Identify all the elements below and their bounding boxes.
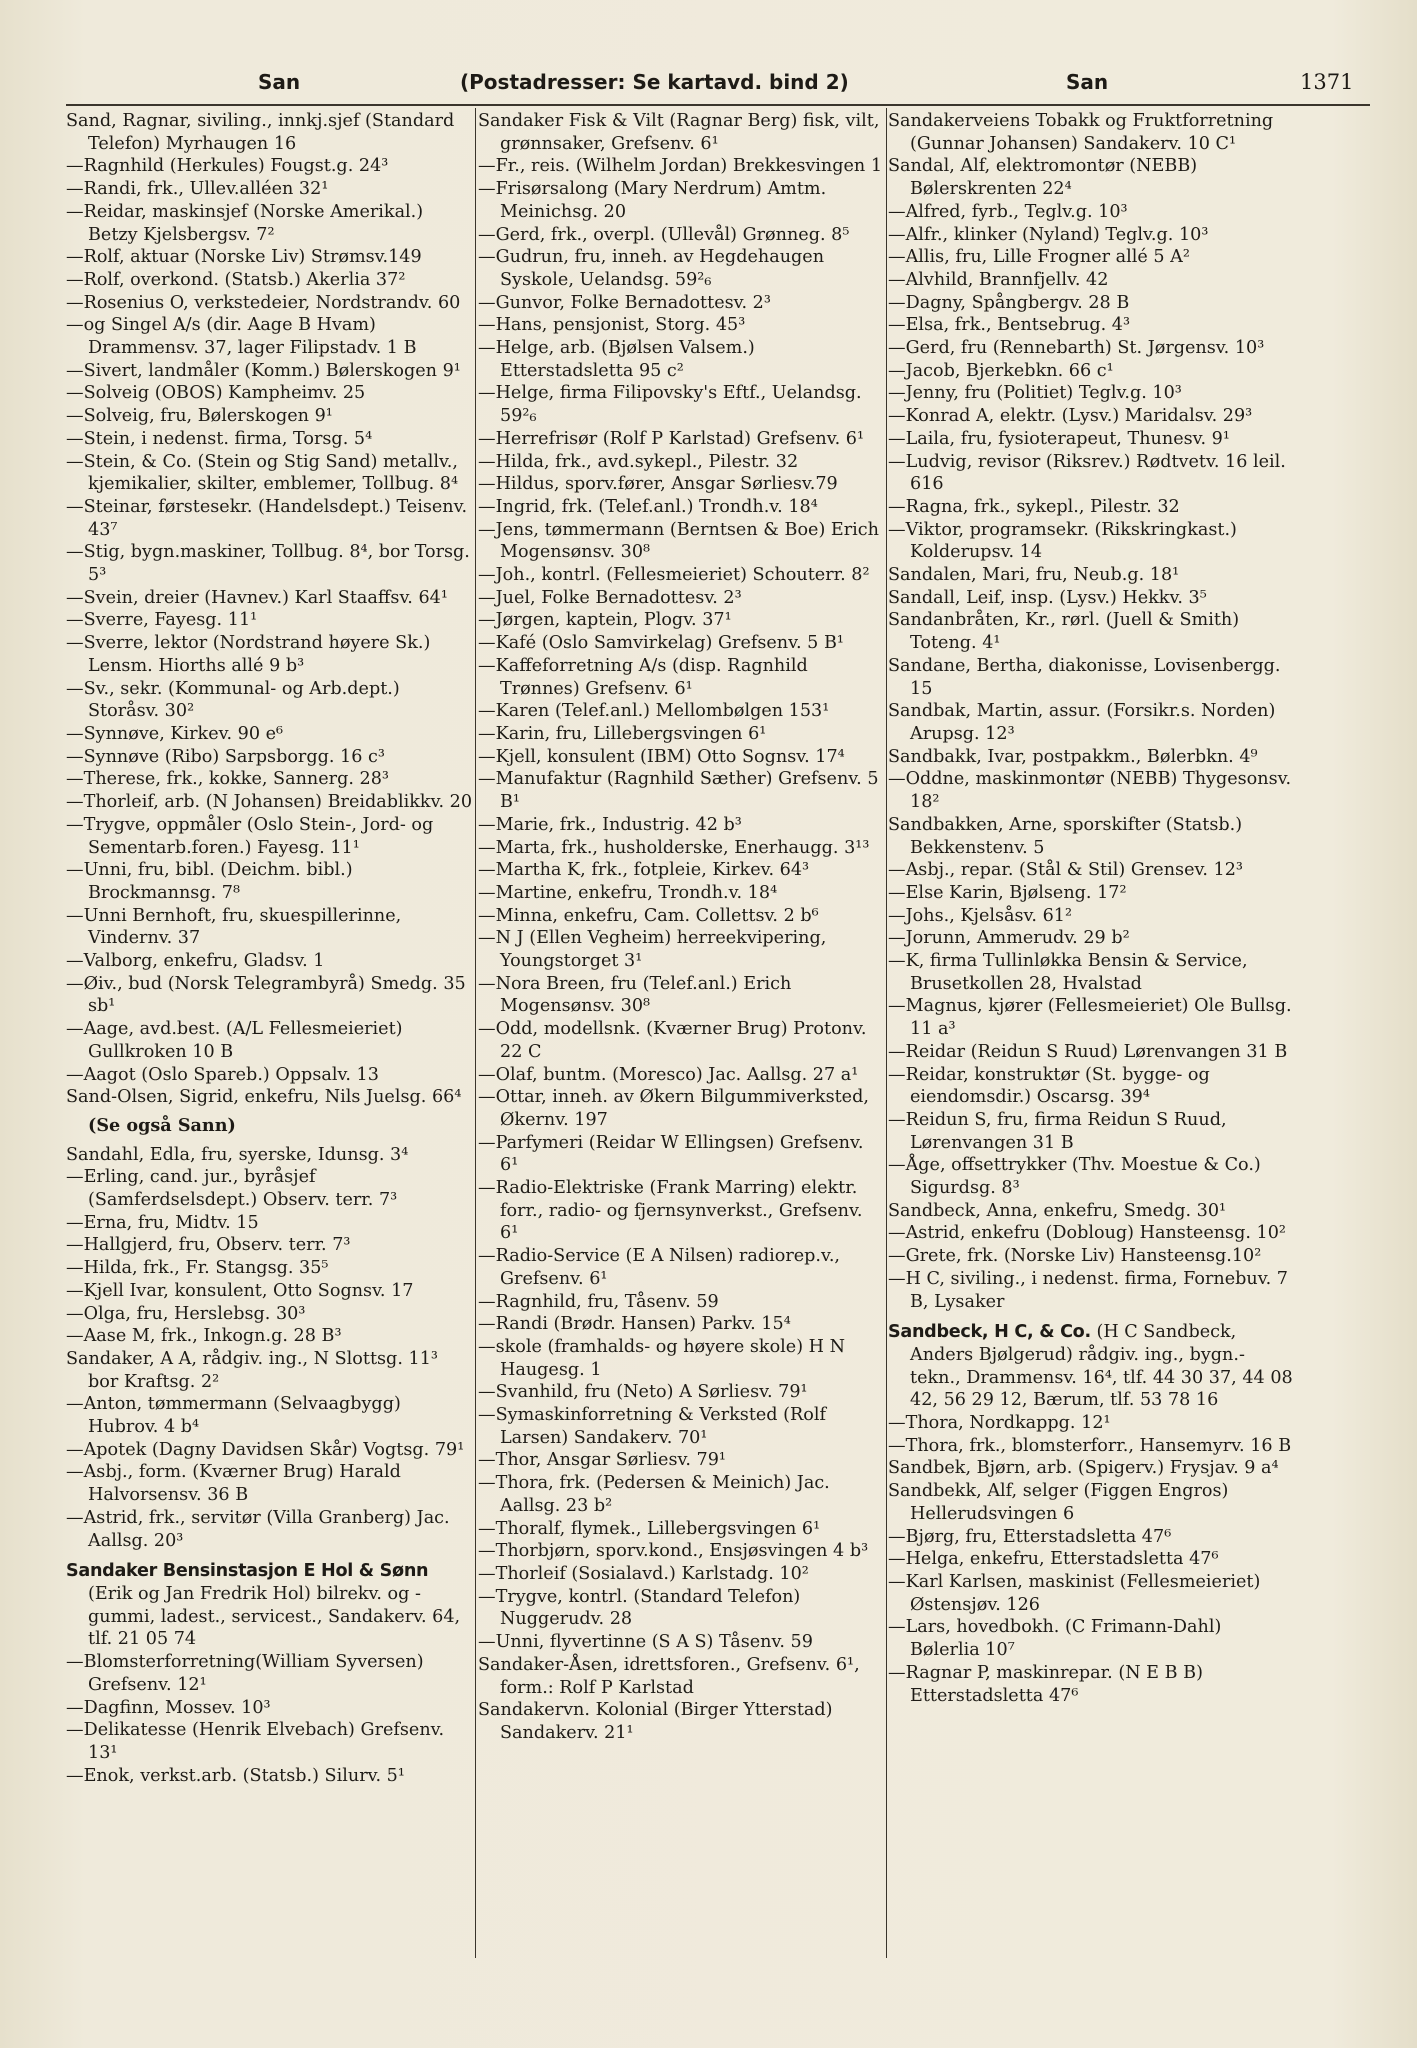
directory-entry [888, 1321, 1299, 1412]
directory-entry: —Reidar, maskinsjef (Norske Amerikal.) Betzy Kjelsbergsv. 7² [66, 201, 429, 245]
directory-entry: —Magnus, kjører (Fellesmeieriet) Ole Bullsg. 11 a³ [888, 996, 1298, 1040]
page-number: 1371 [1300, 70, 1354, 94]
directory-entry: —Jenny, fru (Politiet) Teglv.g. 10³ [888, 383, 1182, 404]
directory-entry: —Hans, pensjonist, Storg. 45³ [478, 315, 746, 336]
directory-entry: —Rosenius O, verkstedeier, Nordstrandv. 60 [66, 292, 461, 313]
directory-entry: —Sverre, lektor (Nordstrand høyere Sk.) Lensm. Hiorths allé 9 b³ [66, 633, 436, 676]
directory-entry [66, 1560, 472, 1651]
directory-entry: —Thora, frk., blomsterforr., Hansemyrv. 16 B [888, 1435, 1292, 1456]
directory-entry: —Grete, frk. (Norske Liv) Hansteensg.10² [888, 1246, 1262, 1267]
directory-entry: —Allis, fru, Lille Frogner allé 5 A² [888, 247, 1190, 268]
directory-entry: —Kjell Ivar, konsulent, Otto Sognsv. 17 [66, 1280, 414, 1301]
directory-entry: —Astrid, enkefru (Dobloug) Hansteensg. 10² [888, 1223, 1286, 1244]
directory-entry: —Bjørg, fru, Etterstadsletta 47⁶ [888, 1526, 1172, 1547]
directory-entry: —Sivert, landmåler (Komm.) Bølerskogen 9¹ [66, 360, 461, 381]
directory-entry: Sandaker, A A, rådgiv. ing., N Slottsg. 11³ bor Kraftsg. 2² [66, 1348, 444, 1392]
directory-entry: —Aage, avd.best. (A/L Fellesmeieriet) Gullkroken 10 B [66, 1019, 409, 1062]
directory-entry: —Reidar, konstruktør (St. bygge- og eiendomsdir.) Oscarsg. 39⁴ [888, 1064, 1216, 1108]
directory-entry: —Gerd, frk., overpl. (Ullevål) Grønneg. 8⁵ [478, 224, 850, 245]
column-divider-2 [886, 108, 887, 1958]
directory-entry: —Svein, dreier (Havnev.) Karl Staaffsv. 64¹ [66, 587, 448, 608]
directory-entry: —Konrad A, elektr. (Lysv.) Maridalsv. 29³ [888, 406, 1253, 427]
directory-entry: —Thora, frk. (Pedersen & Meinich) Jac. Aallsg. 23 b² [478, 1473, 836, 1516]
directory-entry: —Laila, fru, fysioterapeut, Thunesv. 9¹ [888, 428, 1230, 449]
directory-entry: Sandbakk, Ivar, postpakkm., Bølerbkn. 4⁹ [888, 746, 1258, 767]
directory-entry: —skole (framhalds- og høyere skole) H N Haugesg. 1 [478, 1336, 851, 1380]
directory-entry: —Herrefrisør (Rolf P Karlstad) Grefsenv. 6¹ [478, 428, 865, 449]
directory-entry: —Reidun S, fru, firma Reidun S Ruud, Lørenvangen 31 B [888, 1109, 1233, 1153]
directory-entry: —Solveig (OBOS) Kampheimv. 25 [66, 383, 366, 404]
directory-entry: —Martha K, frk., fotpleie, Kirkev. 64³ [478, 860, 810, 881]
directory-entry: —Thorleif (Sosialavd.) Karlstadg. 10² [478, 1564, 809, 1584]
directory-entry: Sandaker-Åsen, idrettsforen., Grefsenv. 6¹, form.: Rolf P Karlstad [478, 1654, 866, 1698]
directory-entry: —N J (Ellen Vegheim) herreekvipering, Youngstorget 3¹ [478, 928, 832, 972]
directory-entry: Sandall, Leif, insp. (Lysv.) Hekkv. 3⁵ [888, 587, 1207, 608]
directory-entry: Sandane, Bertha, diakonisse, Lovisenbergg. 15 [888, 655, 1287, 699]
directory-entry: Sandahl, Edla, fru, syerske, Idunsg. 3⁴ [66, 1144, 409, 1165]
directory-entry: —Olga, fru, Herslebsg. 30³ [66, 1303, 306, 1324]
directory-entry: —Ottar, inneh. av Økern Bilgummiverksted, Økernv. 197 [478, 1087, 875, 1130]
directory-entry: —Erna, fru, Midtv. 15 [66, 1212, 259, 1233]
directory-entry: —Gunvor, Folke Bernadottesv. 2³ [478, 292, 771, 313]
directory-entry: —Lars, hovedbokh. (C Frimann-Dahl) Bølerlia 10⁷ [888, 1617, 1227, 1661]
directory-entry: —Astrid, frk., servitør (Villa Granberg) Jac. Aallsg. 20³ [66, 1507, 456, 1551]
directory-entry: —Dagny, Spångbergv. 28 B [888, 292, 1130, 313]
directory-entry: —Radio-Elektriske (Frank Marring) elektr. forr., radio- og fjernsynverkst., Grefsenv. 6¹ [478, 1178, 869, 1244]
directory-entry: —Minna, enkefru, Cam. Collettsv. 2 b⁶ [478, 905, 819, 926]
directory-entry: Sandakerveiens Tobakk og Fruktforretning (Gunnar Johansen) Sandakerv. 10 C¹ [888, 111, 1279, 154]
directory-entry: —Gerd, fru (Rennebarth) St. Jørgensv. 10³ [888, 338, 1265, 359]
directory-entry: —Asbj., form. (Kværner Brug) Harald Halvorsensv. 36 B [66, 1462, 407, 1506]
directory-entry: —Elsa, frk., Bentsebrug. 4³ [888, 315, 1131, 336]
directory-entry: —Johs., Kjelsåsv. 61² [888, 905, 1073, 926]
directory-entry: —Therese, frk., kokke, Sannerg. 28³ [66, 769, 389, 790]
directory-entry: —Kjell, konsulent (IBM) Otto Sognsv. 17⁴ [478, 746, 845, 767]
header-rule [66, 104, 1370, 106]
directory-entry: —Marie, frk., Industrig. 42 b³ [478, 814, 742, 835]
directory-entry: —Thora, Nordkappg. 12¹ [888, 1413, 1111, 1434]
firm-details: (H C Sandbeck, Anders Bjølgerud) rådgiv. ing., bygn.-tekn., Drammensv. 16⁴, tlf. 44 30 37, 44 08 42, 56 29 12, Bærum, tlf. 53 78 16 [910, 1322, 1299, 1411]
directory-entry: —Reidar (Reidun S Ruud) Lørenvangen 31 B [888, 1041, 1288, 1062]
directory-entry: —Nora Breen, fru (Telef.anl.) Erich Mogensønsv. 30⁸ [478, 973, 797, 1017]
directory-entry: —Manufaktur (Ragnhild Sæther) Grefsenv. 5 B¹ [478, 769, 885, 813]
directory-entry: —Sv., sekr. (Kommunal- og Arb.dept.) Storåsv. 30² [66, 678, 406, 722]
directory-entry: —Apotek (Dagny Davidsen Skår) Vogtsg. 79¹ [66, 1439, 465, 1460]
directory-entry: —Alfred, fyrb., Teglv.g. 10³ [888, 201, 1128, 222]
directory-entry: Sandbekk, Alf, selger (Figgen Engros) Hellerudsvingen 6 [888, 1481, 1234, 1524]
directory-entry: —Aase M, frk., Inkogn.g. 28 B³ [66, 1326, 342, 1347]
directory-entry: —Synnøve (Ribo) Sarpsborgg. 16 c³ [66, 746, 385, 767]
directory-entry: —Ragna, frk., sykepl., Pilestr. 32 [888, 496, 1180, 517]
directory-entry: —Thorbjørn, sporv.kond., Ensjøsvingen 4 b³ [478, 1541, 869, 1562]
directory-entry: —Thoralf, flymek., Lillebergsvingen 6¹ [478, 1518, 821, 1539]
directory-entry: —Radio-Service (E A Nilsen) radiorep.v., Grefsenv. 6¹ [478, 1246, 846, 1289]
directory-column-3 [888, 110, 1299, 1960]
directory-entry: —Juel, Folke Bernadottesv. 2³ [478, 587, 742, 608]
directory-entry: —Svanhild, fru (Neto) A Sørliesv. 79¹ [478, 1382, 808, 1403]
directory-entry: —Åge, offsettrykker (Thv. Moestue & Co.) Sigurdsg. 8³ [888, 1155, 1267, 1199]
directory-entry: —Randi (Brødr. Hansen) Parkv. 15⁴ [478, 1314, 791, 1335]
directory-entry: —Viktor, programsekr. (Rikskringkast.) Kolderupsv. 14 [888, 519, 1243, 563]
directory-entry: —Olaf, buntm. (Moresco) Jac. Aallsg. 27 a¹ [478, 1064, 859, 1085]
directory-entry: Sandalen, Mari, fru, Neub.g. 18¹ [888, 565, 1180, 586]
directory-entry: —Fr., reis. (Wilhelm Jordan) Brekkesvingen 1 [478, 156, 883, 177]
directory-entry: —Stein, & Co. (Stein og Stig Sand) metallv., kjemikalier, skilter, emblemer, Tollbug. 8⁴ [66, 451, 464, 495]
see-also-note: (Se også Sann) [88, 1114, 236, 1136]
directory-entry: —Karin, fru, Lillebergsvingen 6¹ [478, 723, 767, 744]
directory-entry: —Thorleif, arb. (N Johansen) Breidablikkv. 20 [66, 792, 473, 813]
directory-entry: —K, firma Tullinløkka Bensin & Service, Brusetkollen 28, Hvalstad [888, 951, 1254, 994]
directory-entry: —Unni, fru, bibl. (Deichm. bibl.) Brockmannsg. 7⁸ [66, 860, 359, 903]
firm-name: Sandaker Bensinstasjon E Hol & Sønn [66, 1561, 429, 1582]
directory-entry: —Frisørsalong (Mary Nerdrum) Amtm. Meinichsg. 20 [478, 179, 832, 222]
directory-entry: —Else Karin, Bjølseng. 17² [888, 882, 1127, 903]
directory-entry: —Ludvig, revisor (Riksrev.) Rødtvetv. 16 leil. 616 [888, 451, 1292, 495]
header-center-note: (Postadresser: Se kartavd. bind 2) [460, 70, 849, 94]
directory-entry: —Unni, flyvertinne (S A S) Tåsenv. 59 [478, 1632, 813, 1653]
directory-entry: —Karl Karlsen, maskinist (Fellesmeieriet) Østensjøv. 126 [888, 1572, 1266, 1615]
directory-entry: —Ragnhild, fru, Tåsenv. 59 [478, 1291, 719, 1312]
directory-entry: —Ingrid, frk. (Telef.anl.) Trondh.v. 18⁴ [478, 496, 818, 517]
directory-entry: —og Singel A/s (dir. Aage B Hvam) Drammensv. 37, lager Filipstadv. 1 B [66, 315, 417, 359]
directory-entry: —Alfr., klinker (Nyland) Teglv.g. 10³ [888, 224, 1209, 245]
directory-entry: —Marta, frk., husholderske, Enerhaugg. 3¹³ [478, 837, 870, 858]
directory-entry: Sandbakken, Arne, sporskifter (Statsb.) Bekkenstenv. 5 [888, 814, 1248, 858]
directory-entry: —Rolf, overkond. (Statsb.) Akerlia 37² [66, 269, 406, 290]
directory-entry: Sandbak, Martin, assur. (Forsikr.s. Norden) Arupsg. 12³ [888, 701, 1281, 744]
directory-entry: Sandal, Alf, elektromontør (NEBB) Bølerskrenten 22⁴ [888, 156, 1203, 200]
directory-entry: —Aagot (Oslo Spareb.) Oppsalv. 13 [66, 1064, 379, 1085]
directory-entry: —Parfymeri (Reidar W Ellingsen) Grefsenv. 6¹ [478, 1132, 870, 1176]
directory-entry: —Helge, arb. (Bjølsen Valsem.) Etterstadsletta 95 c² [478, 338, 761, 381]
directory-entry: —Jacob, Bjerkebkn. 66 c¹ [888, 360, 1114, 381]
directory-entry: —Steinar, førstesekr. (Handelsdept.) Teisenv. 43⁷ [66, 496, 473, 540]
directory-entry: —Asbj., repar. (Stål & Stil) Grensev. 12³ [888, 860, 1243, 881]
directory-column-2 [478, 110, 886, 1960]
directory-entry: —Alvhild, Brannfjellv. 42 [888, 269, 1109, 290]
directory-entry: —Synnøve, Kirkev. 90 e⁶ [66, 723, 284, 744]
directory-entry: —Solveig, fru, Bølerskogen 9¹ [66, 406, 333, 427]
directory-entry: —Helge, firma Filipovsky's Eftf., Uelandsg. 59²₆ [478, 383, 868, 427]
directory-entry: —Erling, cand. jur., byråsjef (Samferdselsdept.) Observ. terr. 7³ [66, 1167, 398, 1211]
directory-entry: —Ragnhild (Herkules) Fougst.g. 24³ [66, 156, 389, 177]
directory-entry: —Enok, verkst.arb. (Statsb.) Silurv. 5¹ [66, 1765, 405, 1786]
directory-entry: —Øiv., bud (Norsk Telegrambyrå) Smedg. 35 sb¹ [66, 973, 472, 1017]
directory-entry: —Hildus, sporv.fører, Ansgar Sørliesv.79 [478, 474, 838, 495]
directory-entry: —Ragnar P, maskinrepar. (N E B B) Etterstadsletta 47⁶ [888, 1662, 1209, 1706]
directory-entry: —Kaffeforretning A/s (disp. Ragnhild Trønnes) Grefsenv. 6¹ [478, 655, 814, 699]
directory-entry: —Jens, tømmermann (Berntsen & Boe) Erich Mogensønsv. 30⁸ [478, 519, 885, 563]
directory-entry: —Karen (Telef.anl.) Mellombølgen 153¹ [478, 701, 830, 722]
directory-entry: —Stein, i nedenst. firma, Torsg. 5⁴ [66, 428, 373, 449]
directory-entry: Sandbeck, Anna, enkefru, Smedg. 30¹ [888, 1200, 1227, 1221]
directory-entry: —Dagfinn, Mossev. 10³ [66, 1697, 271, 1718]
directory-entry: —Gudrun, fru, inneh. av Hegdehaugen Syskole, Uelandsg. 59²₆ [478, 247, 830, 290]
column-divider-1 [475, 108, 476, 1958]
directory-entry: —Hallgjerd, fru, Observ. terr. 7³ [66, 1235, 351, 1256]
directory-entry: —Jorunn, Ammerudv. 29 b² [888, 928, 1130, 949]
directory-entry: Sand, Ragnar, siviling., innkj.sjef (Standard Telefon) Myrhaugen 16 [66, 111, 460, 154]
directory-entry: —H C, siviling., i nedenst. firma, Fornebuv. 7 B, Lysaker [888, 1268, 1294, 1312]
directory-entry: —Oddne, maskinmontør (NEBB) Thygesonsv. 18² [888, 769, 1297, 813]
directory-entry: —Stig, bygn.maskiner, Tollbug. 8⁴, bor Torsg. 5³ [66, 542, 476, 586]
directory-column-1 [66, 110, 476, 1960]
directory-entry: —Anton, tømmermann (Selvaagbygg) Hubrov. 4 b⁴ [66, 1394, 407, 1438]
directory-entry: —Jørgen, kaptein, Plogv. 37¹ [478, 610, 732, 631]
directory-entry: —Thor, Ansgar Sørliesv. 79¹ [478, 1450, 726, 1471]
directory-entry: —Hilda, frk., Fr. Stangsg. 35⁵ [66, 1258, 329, 1279]
directory-entry: Sand-Olsen, Sigrid, enkefru, Nils Juelsg. 66⁴ [66, 1087, 462, 1108]
directory-entry: —Unni Bernhoft, fru, skuespillerinne, Vindernv. 37 [66, 905, 407, 949]
directory-entry: —Odd, modellsnk. (Kværner Brug) Protonv. 22 C [478, 1019, 873, 1062]
header-right-keyword: San [1066, 70, 1109, 94]
directory-entry: —Joh., kontrl. (Fellesmeieriet) Schouterr. 8² [478, 565, 870, 586]
directory-entry: —Symaskinforretning & Verksted (Rolf Larsen) Sandakerv. 70¹ [478, 1405, 832, 1448]
directory-entry: —Valborg, enkefru, Gladsv. 1 [66, 951, 325, 972]
directory-entry: —Helga, enkefru, Etterstadsletta 47⁶ [888, 1549, 1219, 1570]
directory-entry: Sandbek, Bjørn, arb. (Spigerv.) Frysjav. 9 a⁴ [888, 1458, 1279, 1479]
page-header [68, 70, 1368, 100]
directory-entry: —Delikatesse (Henrik Elvebach) Grefsenv. 13¹ [66, 1720, 450, 1763]
directory-entry: Sandaker Fisk & Vilt (Ragnar Berg) fisk, vilt, grønnsaker, Grefsenv. 6¹ [478, 111, 886, 154]
directory-entry: —Rolf, aktuar (Norske Liv) Strømsv.149 [66, 247, 422, 268]
directory-entry: —Martine, enkefru, Trondh.v. 18⁴ [478, 882, 778, 903]
directory-entry: —Randi, frk., Ullev.alléen 32¹ [66, 179, 329, 200]
firm-details: (Erik og Jan Fredrik Hol) bilrekv. og -gummi, ladest., servicest., Sandakerv. 64, tlf. 21 05 74 [88, 1561, 466, 1650]
directory-entry: Sandakervn. Kolonial (Birger Ytterstad) Sandakerv. 21¹ [478, 1700, 839, 1743]
firm-name: Sandbeck, H C, & Co. [888, 1322, 1091, 1343]
directory-entry: —Kafé (Oslo Samvirkelag) Grefsenv. 5 B¹ [478, 633, 844, 654]
directory-entry: Sandanbråten, Kr., rørl. (Juell & Smith) Toteng. 4¹ [888, 610, 1245, 654]
directory-entry: —Sverre, Fayesg. 11¹ [66, 610, 258, 631]
directory-entry: —Hilda, frk., avd.sykepl., Pilestr. 32 [478, 451, 799, 472]
directory-entry: —Trygve, oppmåler (Oslo Stein-, Jord- og Sementarb.foren.) Fayesg. 11¹ [66, 814, 439, 858]
header-left-keyword: San [258, 70, 301, 94]
directory-entry: —Trygve, kontrl. (Standard Telefon) Nuggerudv. 28 [478, 1586, 806, 1630]
directory-entry: —Blomsterforretning(William Syversen) Grefsenv. 12¹ [66, 1652, 430, 1695]
